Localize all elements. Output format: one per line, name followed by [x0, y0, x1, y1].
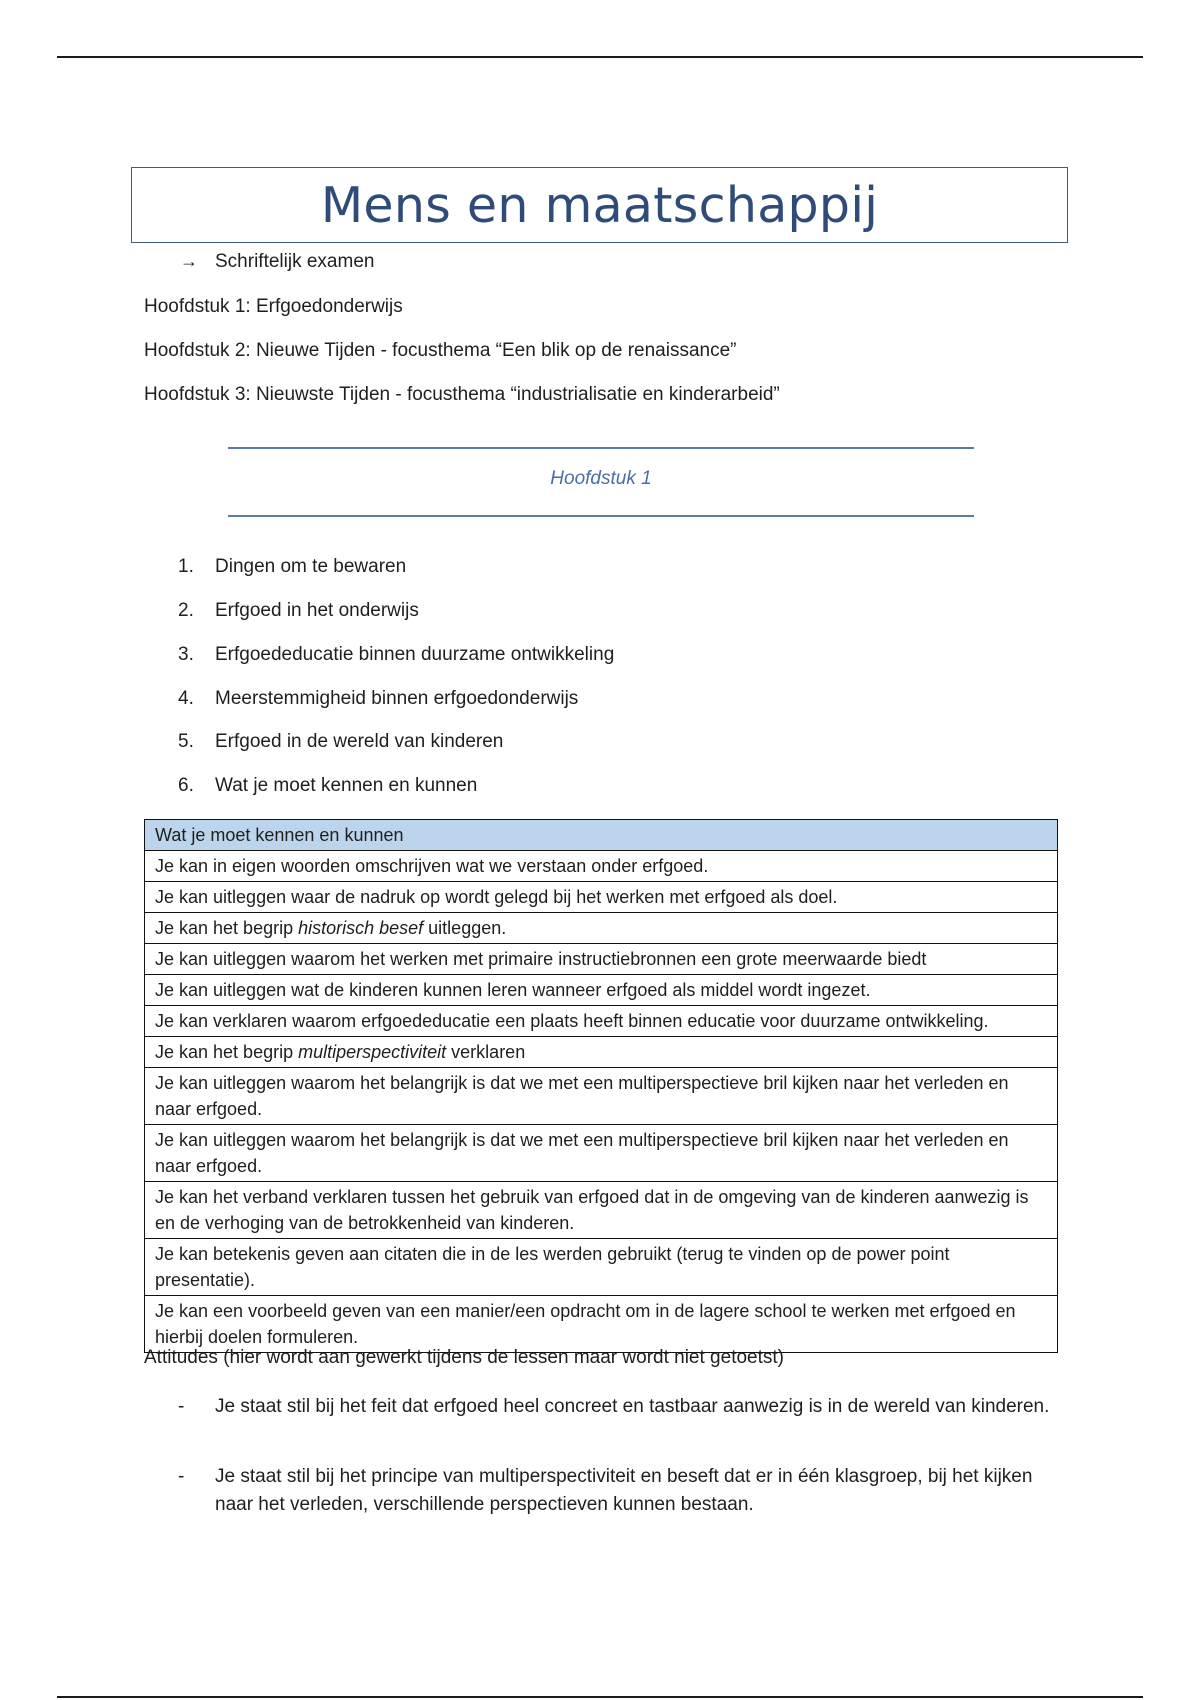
arrow-icon: →: [180, 251, 198, 271]
cell-text: Je kan het begrip: [155, 1042, 299, 1062]
competency-table: [144, 819, 1058, 1353]
section-heading: Hoofdstuk 1: [550, 468, 652, 489]
table-row: [145, 851, 1058, 882]
table-row: [145, 913, 1058, 944]
topic-text: Dingen om te bewaren: [215, 556, 407, 577]
attitude-item: [178, 1393, 1058, 1421]
page-title: Mens en maatschappij: [320, 176, 879, 234]
topic-number: 4.: [178, 688, 194, 709]
table-row: [145, 1037, 1058, 1068]
title-box: [131, 167, 1068, 243]
table-row: [145, 944, 1058, 975]
chapter-1: Hoofdstuk 1: Erfgoedonderwijs: [144, 296, 403, 317]
topic-item: [178, 731, 503, 753]
cell-text: uitleggen.: [423, 918, 507, 938]
table-cell: Je kan uitleggen wat de kinderen kunnen leren wanneer erfgoed als middel wordt ingezet.: [145, 975, 1058, 1006]
cell-emphasis: historisch besef: [298, 918, 424, 938]
attitude-text: Je staat stil bij het principe van multiperspectiviteit en beseft dat er in één klasgroep, bij het kijken naar het verleden, verschillende perspectieven kunnen bestaan.: [215, 1466, 1033, 1515]
table-cell: [145, 913, 1058, 944]
table-row: [145, 975, 1058, 1006]
page-top-rule: [57, 56, 1143, 58]
topic-item: [178, 775, 477, 797]
cell-text: Je kan het begrip: [155, 918, 299, 938]
topic-item: [178, 556, 406, 578]
topic-number: 3.: [178, 644, 194, 665]
topic-item: [178, 600, 419, 622]
table-cell: Je kan uitleggen waarom het belangrijk is dat we met een multiperspectieve bril kijken naar het verleden en naar erfgoed.: [145, 1125, 1058, 1182]
table-row: [145, 1182, 1058, 1239]
chapter-3: Hoofdstuk 3: Nieuwste Tijden - focusthema “industrialisatie en kinderarbeid”: [144, 384, 780, 405]
page-bottom-rule: [57, 1696, 1143, 1698]
table-cell: Je kan betekenis geven aan citaten die in de les werden gebruikt (terug te vinden op de power point presentatie).: [145, 1239, 1058, 1296]
attitude-item: [178, 1463, 1058, 1519]
table-cell: Je kan verklaren waarom erfgoededucatie een plaats heeft binnen educatie voor duurzame ontwikkeling.: [145, 1006, 1058, 1037]
topic-number: 1.: [178, 556, 194, 577]
table-cell: Je kan in eigen woorden omschrijven wat we verstaan onder erfgoed.: [145, 851, 1058, 882]
dash-bullet: -: [178, 1466, 185, 1487]
table-row: [145, 1068, 1058, 1125]
topic-text: Meerstemmigheid binnen erfgoedonderwijs: [215, 688, 579, 709]
attitude-text: Je staat stil bij het feit dat erfgoed heel concreet en tastbaar aanwezig is in de wereld van kinderen.: [215, 1396, 1050, 1417]
topic-text: Erfgoededucatie binnen duurzame ontwikkeling: [215, 644, 615, 665]
topic-text: Erfgoed in het onderwijs: [215, 600, 419, 621]
table-cell: Je kan een voorbeeld geven van een manier/een opdracht om in de lagere school te werken met erfgoed en hierbij doelen formuleren.: [145, 1296, 1058, 1353]
table-header-row: [145, 820, 1058, 851]
table-row: [145, 882, 1058, 913]
cell-text: verklaren: [446, 1042, 526, 1062]
table-cell: Je kan uitleggen waar de nadruk op wordt gelegd bij het werken met erfgoed als doel.: [145, 882, 1058, 913]
table-header: Wat je moet kennen en kunnen: [145, 820, 1058, 851]
topic-text: Wat je moet kennen en kunnen: [215, 775, 478, 796]
attitudes-heading: Attitudes (hier wordt aan gewerkt tijdens de lessen maar wordt niet getoetst): [144, 1347, 784, 1368]
table-row: [145, 1125, 1058, 1182]
section-separator-bottom: [228, 515, 974, 517]
table-row: [145, 1006, 1058, 1037]
table-cell: Je kan uitleggen waarom het werken met primaire instructiebronnen een grote meerwaarde biedt: [145, 944, 1058, 975]
table-cell: [145, 1037, 1058, 1068]
table-cell: Je kan uitleggen waarom het belangrijk is dat we met een multiperspectieve bril kijken naar het verleden en naar erfgoed.: [145, 1068, 1058, 1125]
chapter-2: Hoofdstuk 2: Nieuwe Tijden - focusthema “Een blik op de renaissance”: [144, 340, 737, 361]
topic-item: [178, 688, 578, 710]
topic-number: 5.: [178, 731, 194, 752]
section-separator-top: [228, 447, 974, 449]
dash-bullet: -: [178, 1396, 185, 1417]
cell-emphasis: multiperspectiviteit: [298, 1042, 447, 1062]
table-row: [145, 1239, 1058, 1296]
table-row: [145, 1296, 1058, 1353]
exam-type: Schriftelijk examen: [215, 251, 375, 272]
topic-number: 2.: [178, 600, 194, 621]
topic-text: Erfgoed in de wereld van kinderen: [215, 731, 504, 752]
table-cell: Je kan het verband verklaren tussen het gebruik van erfgoed dat in de omgeving van de kinderen aanwezig is en de verhoging van de betrokkenheid van kinderen.: [145, 1182, 1058, 1239]
topic-number: 6.: [178, 775, 194, 796]
topic-item: [178, 644, 614, 666]
